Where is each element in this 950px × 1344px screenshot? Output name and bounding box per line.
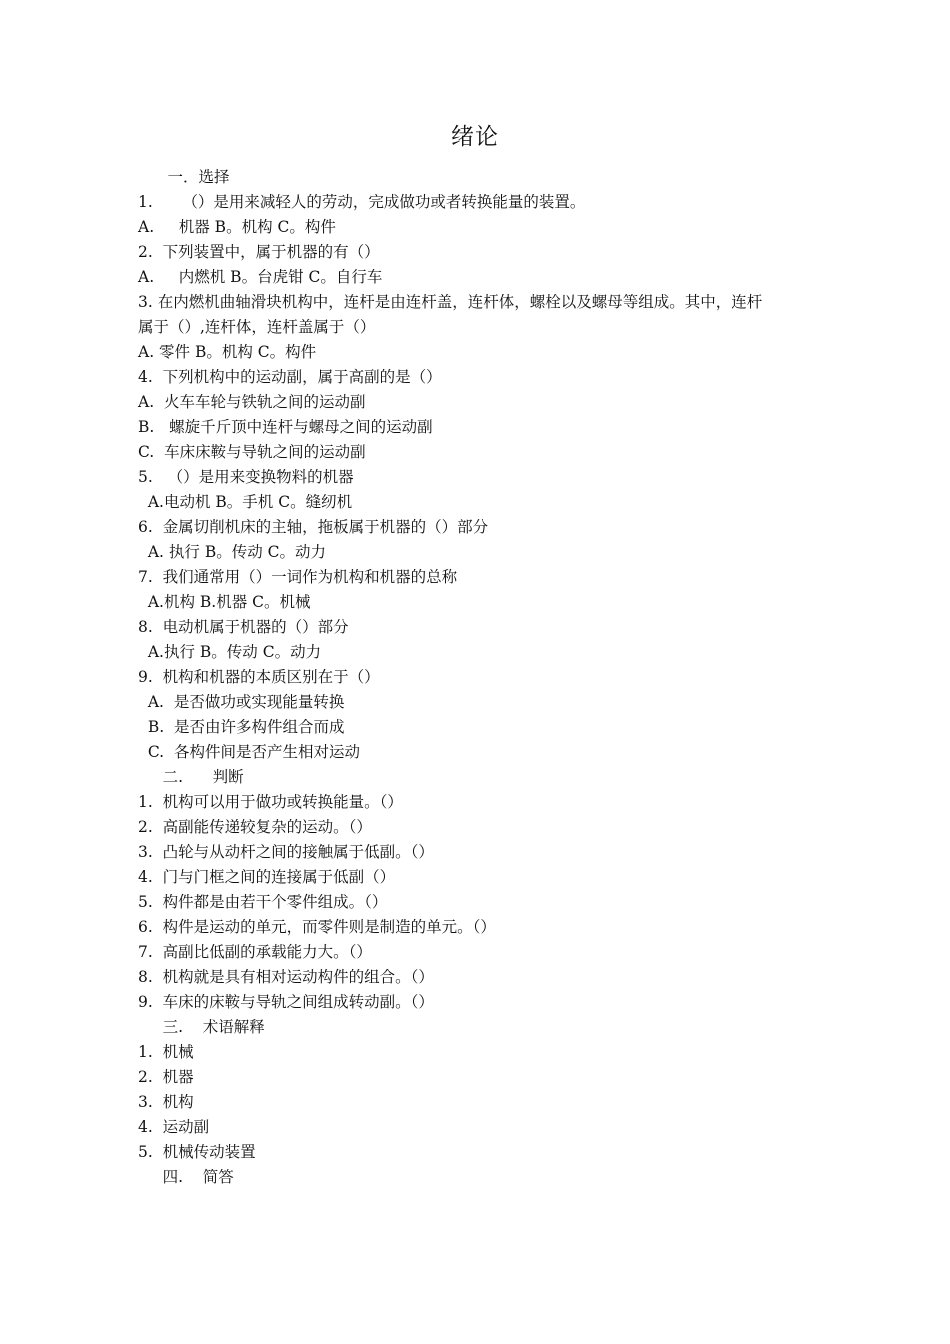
text-line: 1. （）是用来减轻人的劳动，完成做功或者转换能量的装置。 <box>138 193 586 211</box>
text-line: 9. 机构和机器的本质区别在于（） <box>138 668 380 686</box>
text-line: A.电动机 B。手机 C。缝纫机 <box>138 493 353 511</box>
text-line: A. 执行 B。传动 C。动力 <box>138 543 327 561</box>
section-heading: 二. 判断 <box>138 768 244 786</box>
text-line: 1. 机构可以用于做功或转换能量。（） <box>138 793 403 811</box>
text-line: C. 各构件间是否产生相对运动 <box>138 743 360 761</box>
text-line: 7. 我们通常用（）一词作为机构和机器的总称 <box>138 568 458 586</box>
text-line: 2. 高副能传递较复杂的运动。（） <box>138 818 372 836</box>
text-line: 4. 门与门框之间的连接属于低副（） <box>138 868 396 886</box>
section-heading: 一．选择 <box>138 168 230 186</box>
text-line: 3. 机构 <box>138 1093 194 1111</box>
page-title: 绪论 <box>451 124 499 150</box>
text-line: 3. 凸轮与从动杆之间的接触属于低副。（） <box>138 843 434 861</box>
section-heading: 四. 简答 <box>138 1168 234 1186</box>
text-line: 8. 机构就是具有相对运动构件的组合。（） <box>138 968 434 986</box>
text-line: 6. 金属切削机床的主轴，拖板属于机器的（）部分 <box>138 518 489 536</box>
text-line: 5. （）是用来变换物料的机器 <box>138 468 354 486</box>
text-line: A. 火车车轮与铁轨之间的运动副 <box>138 393 366 411</box>
text-line: 4. 下列机构中的运动副，属于高副的是（） <box>138 368 442 386</box>
text-line: 2. 下列装置中，属于机器的有（） <box>138 243 380 261</box>
text-line: A. 内燃机 B。台虎钳 C。自行车 <box>138 268 383 286</box>
text-line: A. 是否做功或实现能量转换 <box>138 693 345 711</box>
text-line: 8. 电动机属于机器的（）部分 <box>138 618 349 636</box>
text-line: 6. 构件是运动的单元，而零件则是制造的单元。（） <box>138 918 496 936</box>
text-line: 属于（）,连杆体，连杆盖属于（） <box>138 318 376 336</box>
text-line: 3. 在内燃机曲轴滑块机构中，连杆是由连杆盖，连杆体，螺栓以及螺母等组成。其中，连杆 <box>138 293 763 311</box>
text-line: 2. 机器 <box>138 1068 194 1086</box>
text-line: A. 机器 B。机构 C。构件 <box>138 218 336 236</box>
text-line: B. 螺旋千斤顶中连杆与螺母之间的运动副 <box>138 418 433 436</box>
text-line: B. 是否由许多构件组合而成 <box>138 718 345 736</box>
text-line: C. 车床床鞍与导轨之间的运动副 <box>138 443 366 461</box>
text-line: 1. 机械 <box>138 1043 194 1061</box>
text-line: A.执行 B。传动 C。动力 <box>138 643 322 661</box>
document-body <box>138 165 818 1190</box>
section-heading: 三. 术语解释 <box>138 1018 265 1036</box>
text-line: A.机构 B.机器 C。机械 <box>138 593 311 611</box>
text-line: 5. 构件都是由若干个零件组成。（） <box>138 893 388 911</box>
text-line: 9. 车床的床鞍与导轨之间组成转动副。（） <box>138 993 434 1011</box>
text-line: A. 零件 B。机构 C。构件 <box>138 343 317 361</box>
text-line: 7. 高副比低副的承载能力大。（） <box>138 943 372 961</box>
text-line: 4. 运动副 <box>138 1118 210 1136</box>
text-line: 5. 机械传动装置 <box>138 1143 256 1161</box>
